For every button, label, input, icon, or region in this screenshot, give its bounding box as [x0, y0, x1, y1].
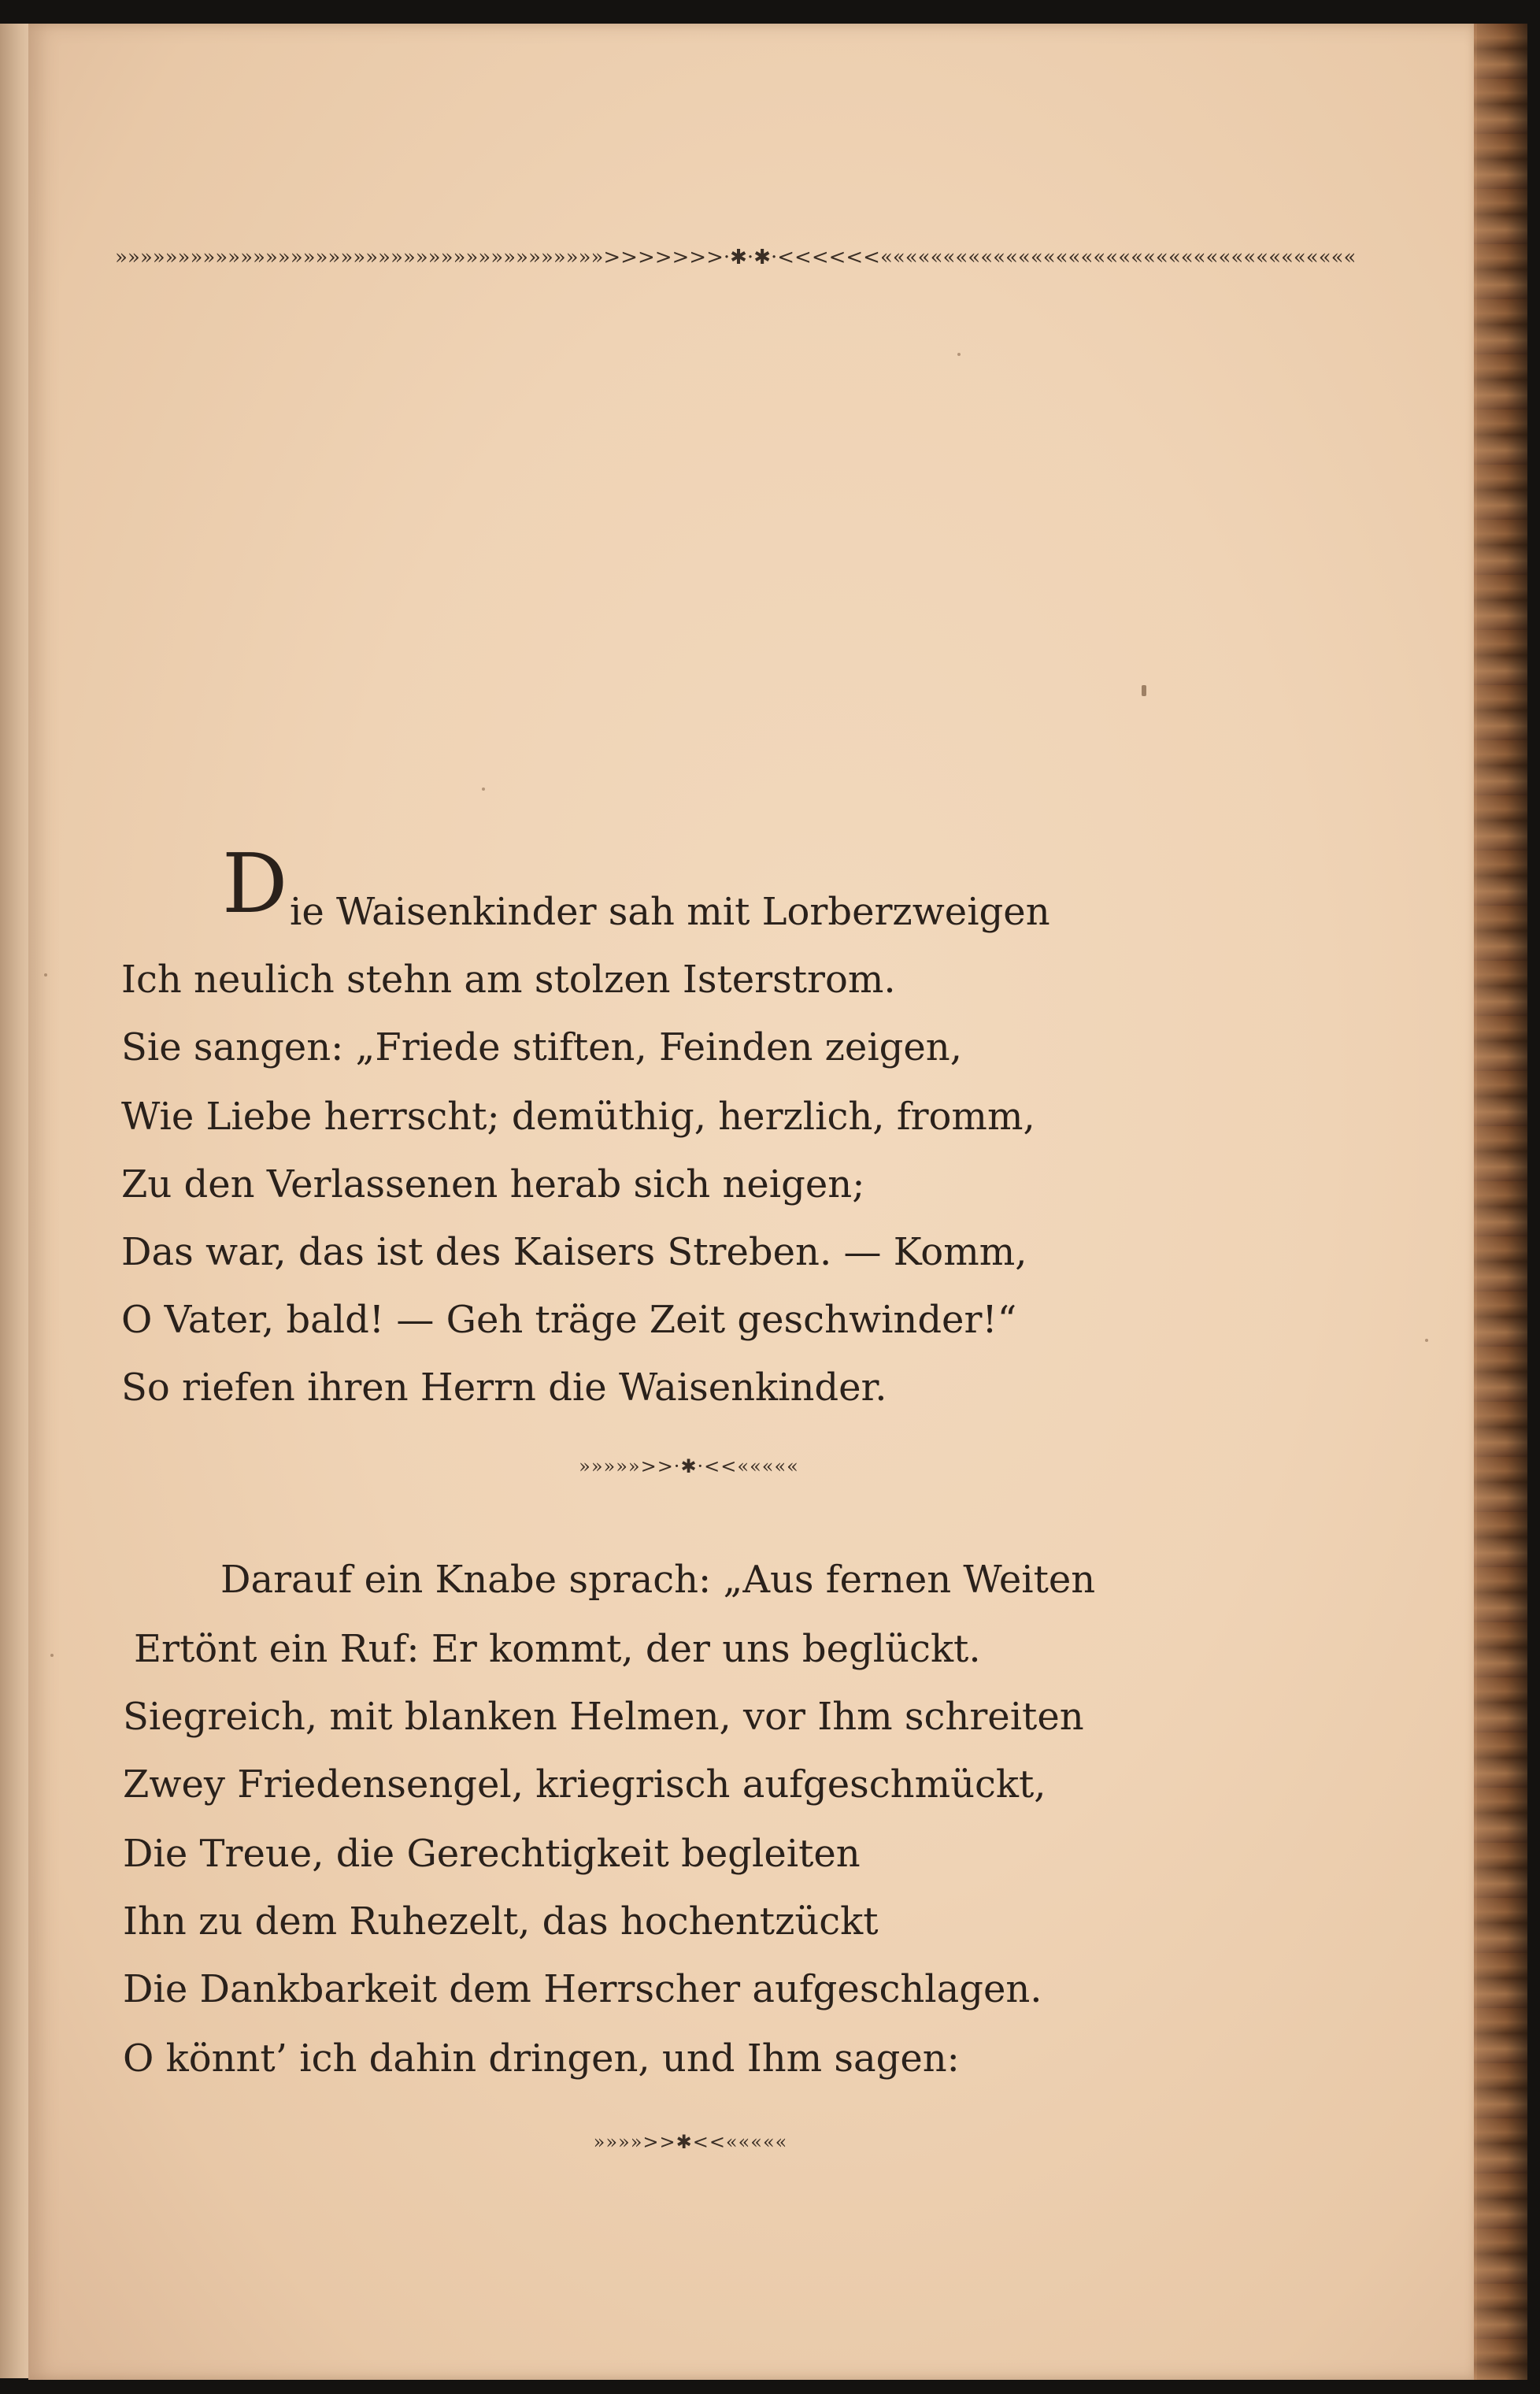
stanza-1-line-3: Sie sangen: „Friede stiften, Feinden zeigen, — [121, 1025, 962, 1069]
stanza-1-line-1: ie Waisenkinder sah mit Lorberzweigen — [290, 890, 1050, 934]
paper-speck — [1142, 685, 1146, 696]
paper-speck — [957, 353, 961, 356]
paper-speck — [482, 788, 485, 791]
paper-speck — [50, 1654, 54, 1657]
stanza-2-line-6: Ihn zu dem Ruhezelt, das hochentzückt — [123, 1899, 879, 1944]
stanza-2-line-5: Die Treue, die Gerechtigkeit begleiten — [123, 1832, 861, 1876]
drop-cap: D — [222, 836, 288, 932]
book-block-edge — [1474, 24, 1527, 2380]
stanza-2-line-3: Siegreich, mit blanken Helmen, vor Ihm schreiten — [123, 1695, 1084, 1739]
paper-speck — [44, 973, 47, 976]
stanza-1-line-6: Das war, das ist des Kaisers Streben. — Komm, — [121, 1230, 1027, 1274]
paper-speck — [1425, 1339, 1428, 1342]
stanza-1-line-5: Zu den Verlassenen herab sich neigen; — [121, 1162, 865, 1206]
stanza-1-line-2: Ich neulich stehn am stolzen Isterstrom. — [121, 958, 896, 1002]
stanza-2-line-4: Zwey Friedensengel, kriegrisch aufgeschmückt, — [123, 1762, 1046, 1807]
middle-ornament: »»»»»>>·✱·<<««««« — [579, 1455, 799, 1477]
stanza-2-line-2: Ertönt ein Ruf: Er kommt, der uns beglückt. — [134, 1627, 981, 1671]
stanza-1-line-4: Wie Liebe herrscht; demüthig, herzlich, fromm, — [121, 1095, 1035, 1139]
top-ornament-rule: »»»»»»»»»»»»»»»»»»»»»»»»»»»»»»»»»»»»»»»>>>>>>>·✱·✱·<<<<<<«««««««««««««««««««««««««««««««««««««« — [115, 246, 1357, 269]
stanza-2-line-7: Die Dankbarkeit dem Herrscher aufgeschlagen. — [123, 1967, 1042, 2011]
stanza-1-line-8: So riefen ihren Herrn die Waisenkinder. — [121, 1366, 887, 1410]
stanza-2-line-8: O könnt’ ich dahin dringen, und Ihm sagen: — [123, 2036, 960, 2081]
stanza-1-line-7: O Vater, bald! — Geh träge Zeit geschwinder!“ — [121, 1298, 1017, 1342]
stanza-2-line-1: Darauf ein Knabe sprach: „Aus fernen Weiten — [220, 1558, 1096, 1602]
bottom-ornament: »»»»>>✱<<««««« — [593, 2131, 788, 2153]
